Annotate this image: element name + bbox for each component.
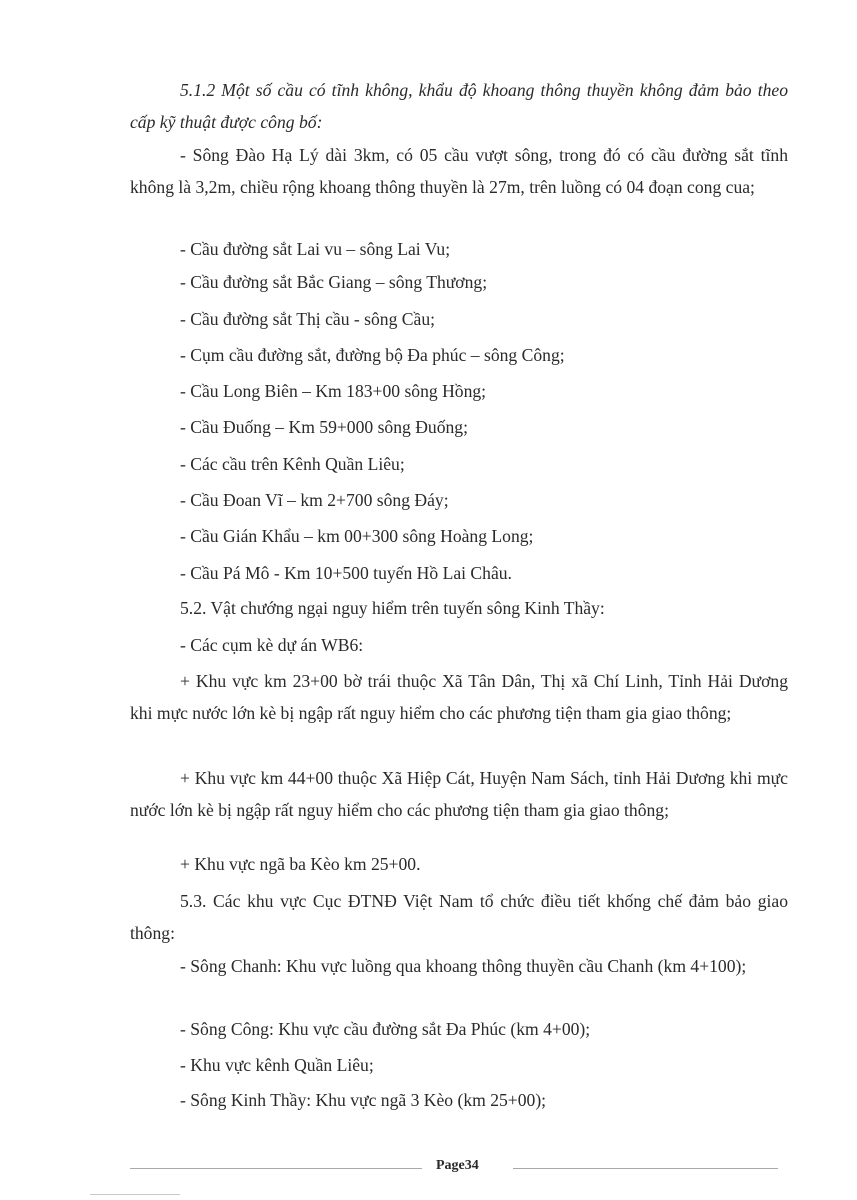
list-item-bridge: - Cầu Đuống – Km 59+000 sông Đuống; [180,417,468,437]
list-item-bridge: - Các cầu trên Kênh Quần Liêu; [180,454,405,474]
section-heading-5-3: 5.3. Các khu vực Cục ĐTNĐ Việt Nam tổ chức điều tiết khống chế đảm bảo giao thông: [130,891,788,943]
footer-rule-right [513,1168,778,1169]
section-heading-5-2: 5.2. Vật chướng ngại nguy hiểm trên tuyến sông Kinh Thầy: [180,598,605,618]
list-item-bridge: - Cầu đường sắt Lai vu – sông Lai Vu; [180,239,451,259]
list-item-bridge: - Cầu đường sắt Thị cầu - sông Cầu; [180,309,436,329]
footer-rule-left [130,1168,422,1169]
list-item-bridge: - Cụm cầu đường sắt, đường bộ Đa phúc – sông Công; [180,345,565,365]
list-item-bridge: - Cầu Long Biên – Km 183+00 sông Hồng; [180,381,487,401]
page-number: Page34 [436,1158,479,1173]
list-item-wb6: - Các cụm kè dự án WB6: [180,635,364,655]
list-item-bridge: - Cầu đường sắt Bắc Giang – sông Thương; [180,272,488,292]
list-item-kenh-quan-lieu: - Khu vực kênh Quần Liêu; [180,1055,374,1075]
scan-edge-mark [90,1194,180,1195]
list-item-bridge: - Cầu Pá Mô - Km 10+500 tuyến Hồ Lai Châu. [180,563,512,583]
list-item-nga-ba-keo: + Khu vực ngã ba Kèo km 25+00. [180,854,421,874]
list-item-song-cong: - Sông Công: Khu vực cầu đường sắt Đa Phúc (km 4+00); [180,1019,591,1039]
paragraph-km-23: + Khu vực km 23+00 bờ trái thuộc Xã Tân Dân, Thị xã Chí Linh, Tỉnh Hải Dương khi mực nước lớn kè bị ngập rất nguy hiểm cho các phương tiện tham gia giao thông; [130,671,788,723]
list-item-bridge: - Cầu Đoan Vĩ – km 2+700 sông Đáy; [180,490,449,510]
list-item-song-kinh-thay: - Sông Kinh Thầy: Khu vực ngã 3 Kèo (km 25+00); [180,1090,547,1110]
list-item-bridge: - Cầu Gián Khẩu – km 00+300 sông Hoàng Long; [180,526,534,546]
paragraph-dao-ha-ly: - Sông Đào Hạ Lý dài 3km, có 05 cầu vượt sông, trong đó có cầu đường sắt tĩnh không là 3,2m, chiều rộng khoang thông thuyền là 27m, trên luồng có 04 đoạn cong cua; [130,145,788,197]
paragraph-km-44: + Khu vực km 44+00 thuộc Xã Hiệp Cát, Huyện Nam Sách, tỉnh Hải Dương khi mực nước lớn kè bị ngập rất nguy hiểm cho các phương tiện tham gia giao thông; [130,768,788,820]
list-item-song-chanh: - Sông Chanh: Khu vực luồng qua khoang thông thuyền cầu Chanh (km 4+100); [180,956,747,976]
section-heading-5-1-2: 5.1.2 Một số cầu có tĩnh không, khẩu độ khoang thông thuyền không đảm bảo theo cấp kỹ thuật được công bố: [130,80,788,132]
